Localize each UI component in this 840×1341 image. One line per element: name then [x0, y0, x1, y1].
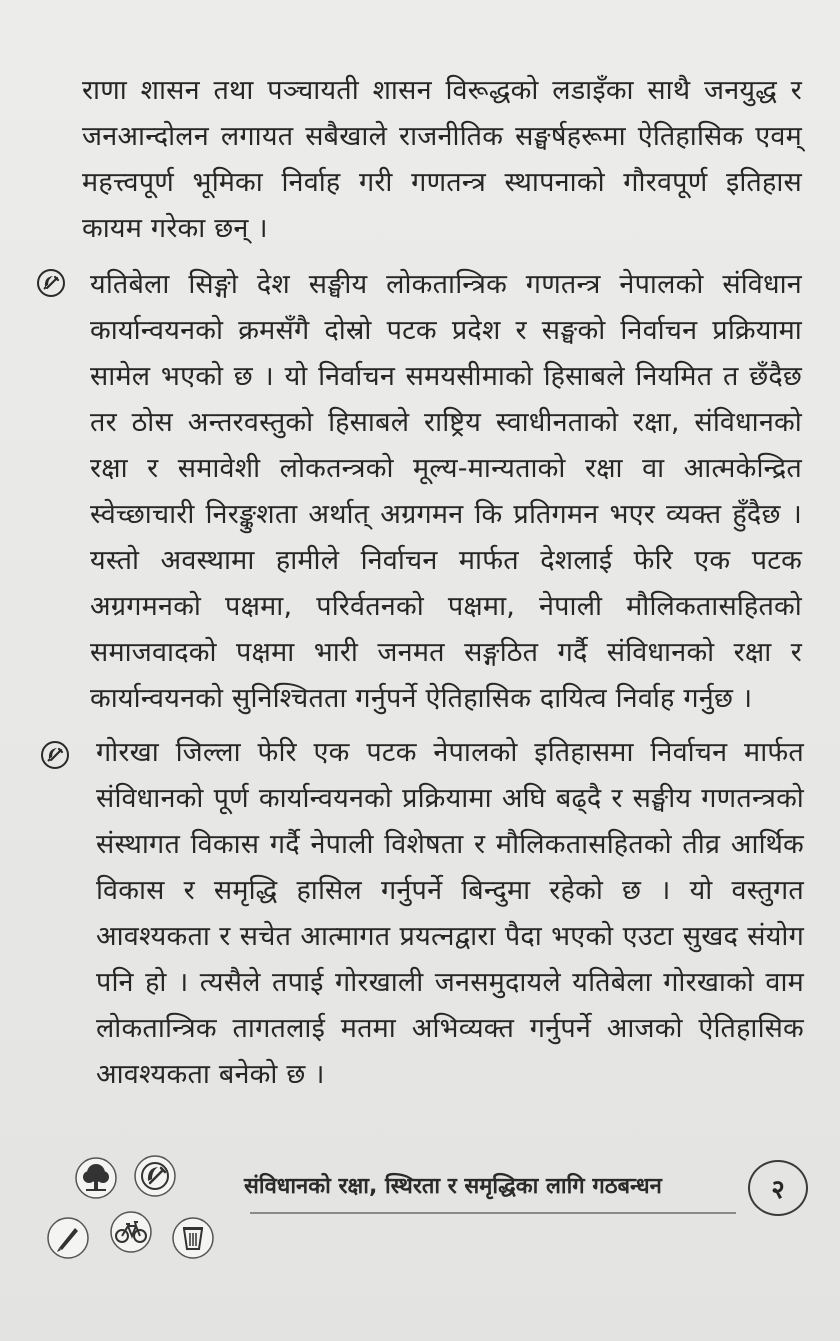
page-number: २	[748, 1160, 808, 1216]
tagline-underline	[250, 1212, 736, 1214]
pen-icon	[46, 1216, 90, 1260]
bin-icon	[171, 1216, 215, 1260]
hammer-sickle-icon	[36, 268, 66, 298]
hammer-sickle-icon	[133, 1154, 177, 1198]
paragraph-2: यतिबेला सिङ्गो देश सङ्घीय लोकतान्त्रिक गणतन्त्र नेपालको संविधान कार्यान्वयनको क्रमसँगै दोस्रो पटक प्रदेश र सङ्घको निर्वाचन प्रक्रियामा सामेल भएको छ । यो निर्वाचन समयसीमाको हिसाबले नियमित त छँदैछ तर ठोस अन्तरवस्तुको हिसाबले राष्ट्रिय स्वाधीनताको रक्षा, संविधानको रक्षा र समावेशी लोकतन्त्रको मूल्य-मान्यताको रक्षा वा आत्मकेन्द्रित स्वेच्छाचारी निरङ्कुशता अर्थात् अग्रगमन कि प्रतिगमन भएर व्यक्त हुँदैछ । यस्तो अवस्थामा हामीले निर्वाचन मार्फत देशलाई फेरि एक पटक अग्रगमनको पक्षमा, परिर्वतनको पक्षमा, नेपाली मौलिकतासहितको समाजवादको पक्षमा भारी जनमत सङ्गठित गर्दै संविधानको रक्षा र कार्यान्वयनको सुनिश्चितता गर्नुपर्ने ऐतिहासिक दायित्व निर्वाह गर्नुछ ।	[90, 269, 802, 714]
page-footer	[0, 1140, 840, 1341]
bicycle-icon	[109, 1210, 153, 1254]
tree-icon	[74, 1156, 118, 1200]
paragraph-3: गोरखा जिल्ला फेरि एक पटक नेपालको इतिहासमा निर्वाचन मार्फत संविधानको पूर्ण कार्यान्वयनको प्रक्रियामा अघि बढ्दै र सङ्घीय गणतन्त्रको संस्थागत विकास गर्दै नेपाली विशेषता र मौलिकतासहितको तीव्र आर्थिक विकास र समृद्धि हासिल गर्नुपर्ने बिन्दुमा रहेको छ । यो वस्तुगत आवश्यकता र सचेत आत्मागत प्रयत्नद्वारा पैदा भएको एउटा सुखद संयोग पनि हो । त्यसैले तपाई गोरखाली जनसमुदायले यतिबेला गोरखाको वाम लोकतान्त्रिक तागतलाई मतमा अभिव्यक्त गर्नुपर्ने आजको ऐतिहासिक आवश्यकता बनेको छ ।	[96, 737, 804, 1090]
intro-paragraph: राणा शासन तथा पञ्चायती शासन विरूद्धको लडाइँका साथै जनयुद्ध र जनआन्दोलन लगायत सबैखाले राजनीतिक सङ्घर्षहरूमा ऐतिहासिक एवम् महत्त्वपूर्ण भूमिका निर्वाह गरी गणतन्त्र स्थापनाको गौरवपूर्ण इतिहास कायम गरेका छन् ।	[82, 75, 802, 244]
hammer-sickle-icon	[40, 740, 70, 770]
footer-tagline: संविधानको रक्षा, स्थिरता र समृद्धिका लागि गठबन्धन	[244, 1174, 662, 1199]
